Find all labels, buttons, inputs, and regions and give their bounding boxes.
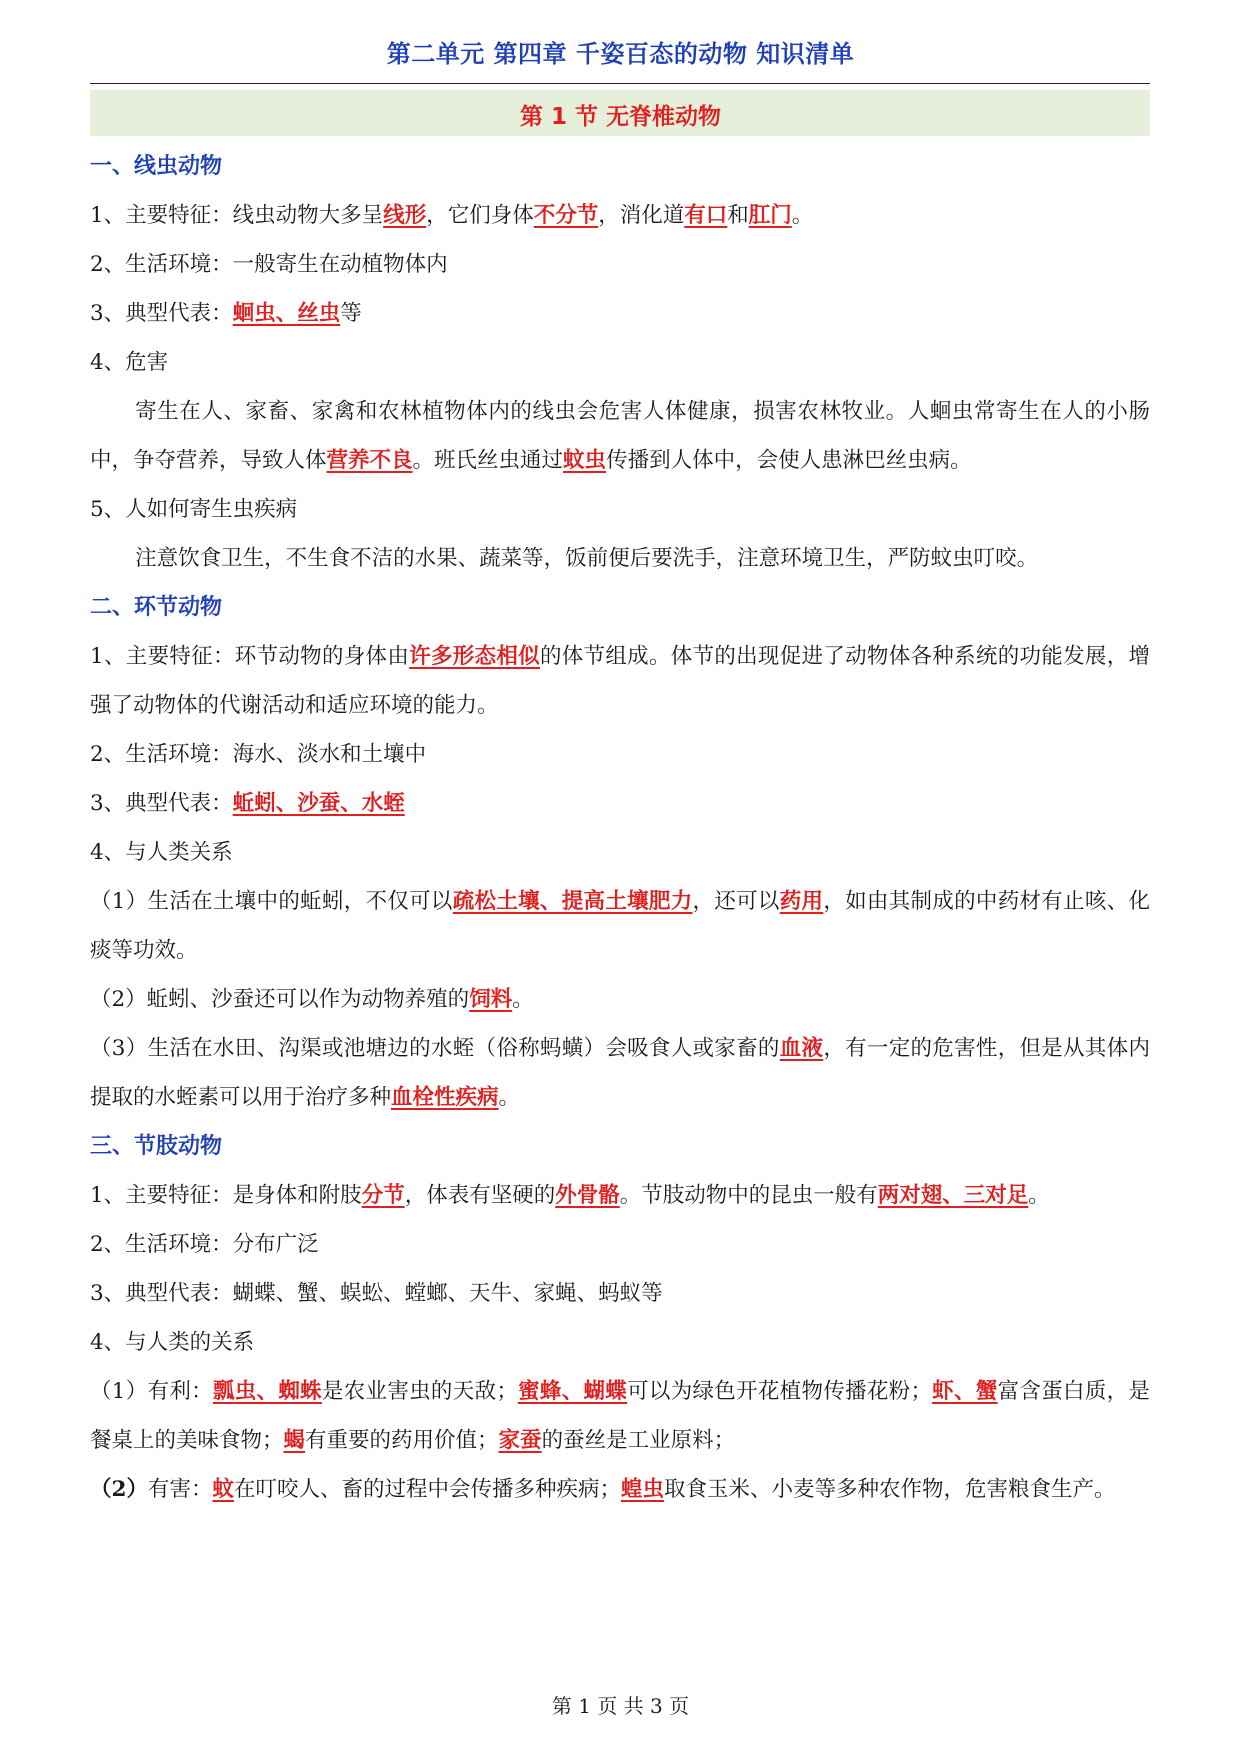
nematodes-prevent-label: 5、人如何寄生虫疾病	[90, 497, 298, 522]
keyword: 蚯蚓、沙蚕、水蛭	[232, 791, 405, 816]
text-run: 富含蛋白质，是餐桌上的美味食物；	[90, 1379, 1150, 1453]
text-run: ，消化道	[598, 203, 685, 228]
page-number: 第 1 页 共 3 页	[551, 1694, 690, 1718]
text-run: 有害：	[147, 1477, 213, 1502]
text-run: （1）生活在土壤中的蚯蚓，不仅可以	[90, 889, 453, 914]
text-run: 。班氏丝虫通过	[412, 448, 564, 473]
heading-nematodes: 一、线虫动物	[90, 154, 223, 179]
nematodes-harm-label: 4、危害	[90, 350, 169, 375]
keyword: 许多形态相似	[409, 644, 540, 669]
keyword: 肛门	[748, 203, 792, 228]
keyword: 疏松土壤、提高土壤肥力	[452, 889, 693, 914]
keyword: 蝗虫	[621, 1477, 665, 1502]
annelids-relation-label: 4、与人类关系	[90, 840, 233, 865]
text-run: 。节肢动物中的昆虫一般有	[619, 1183, 878, 1208]
text-run: ，还可以	[692, 889, 780, 914]
keyword: 血液	[779, 1036, 824, 1061]
text-run: （3）生活在水田、沟渠或池塘边的水蛭（俗称蚂蟥）会吸食人或家畜的	[90, 1036, 780, 1061]
text-run: 有重要的药用价值；	[305, 1428, 499, 1453]
keyword: 虾、蟹	[931, 1379, 998, 1404]
text-run: ，体表有坚硬的	[404, 1183, 556, 1208]
keyword: 蝎	[283, 1428, 306, 1453]
text-run: ，有一定的危害性，但是从其体内提取的水蛭素可以用于治疗多种	[90, 1036, 1150, 1110]
heading-arthropods: 三、节肢动物	[90, 1134, 223, 1159]
keyword: 线形	[383, 203, 427, 228]
text-run: （2）	[90, 1477, 148, 1502]
text-run: 1、主要特征：是身体和附肢	[90, 1183, 362, 1208]
keyword: 药用	[779, 889, 824, 914]
text-run: 等	[340, 301, 362, 326]
keyword: 蚊虫	[563, 448, 607, 473]
keyword: 蛔虫、丝虫	[232, 301, 341, 326]
text-run: 。	[498, 1085, 521, 1110]
keyword: 两对翅、三对足	[877, 1183, 1029, 1208]
text-run: 1、主要特征：环节动物的身体由	[90, 644, 410, 669]
keyword: 蚊	[212, 1477, 234, 1502]
text-run: 。	[1028, 1183, 1050, 1208]
heading-annelids: 二、环节动物	[90, 595, 223, 620]
text-run: 。	[791, 203, 814, 228]
annelids-relation-3	[90, 1024, 1150, 1122]
text-run: ，如由其制成的中药材有止咳、化痰等功效。	[90, 889, 1150, 963]
content-body	[90, 142, 1150, 1514]
annelids-feature	[90, 632, 1150, 730]
keyword: 家蚕	[498, 1428, 542, 1453]
keyword: 有口	[684, 203, 728, 228]
text-run: 传播到人体中，会使人患淋巴丝虫病。	[606, 448, 972, 473]
text-run: 在叮咬人、畜的过程中会传播多种疾病；	[234, 1477, 622, 1502]
nematodes-prevent-text: 注意饮食卫生，不生食不洁的水果、蔬菜等，饭前便后要洗手，注意环境卫生，严防蚊虫叮咬。	[135, 546, 1039, 571]
annelids-habitat: 2、生活环境：海水、淡水和土壤中	[90, 742, 427, 767]
text-run: 是农业害虫的天敌；	[321, 1379, 518, 1404]
text-run: 3、典型代表：	[90, 791, 233, 816]
text-run: 的体节组成。体节的出现促进了动物体各种系统的功能发展，增强了动物体的代谢活动和适应环境的能力。	[90, 644, 1150, 718]
keyword: 蜜蜂、蝴蝶	[517, 1379, 628, 1404]
keyword: 营养不良	[326, 448, 413, 473]
text-run: （2）蚯蚓、沙蚕还可以作为动物养殖的	[90, 987, 470, 1012]
document-title: 第二单元 第四章 千姿百态的动物 知识清单	[386, 40, 855, 68]
text-run: 1、主要特征：线虫动物大多呈	[90, 203, 384, 228]
text-run: 的蚕丝是工业原料；	[541, 1428, 736, 1453]
text-run: 寄生在人、家畜、家禽和农林植物体内的线虫会危害人体健康，损害农林牧业。人蛔虫常寄生在人的小肠中，争夺营养，导致人体	[90, 399, 1150, 473]
nematodes-habitat: 2、生活环境：一般寄生在动植物体内	[90, 252, 448, 277]
header-divider	[90, 83, 1150, 84]
text-run: 。	[512, 987, 534, 1012]
text-run: 和	[727, 203, 749, 228]
annelids-examples	[90, 779, 1150, 828]
text-run: 可以为绿色开花植物传播花粉；	[627, 1379, 932, 1404]
arthropods-examples: 3、典型代表：蝴蝶、蟹、蜈蚣、螳螂、天牛、家蝇、蚂蚁等	[90, 1281, 663, 1306]
arthropods-habitat: 2、生活环境：分布广泛	[90, 1232, 319, 1257]
arthropods-relation-label: 4、与人类的关系	[90, 1330, 255, 1355]
keyword: 瓢虫、蜘蛛	[212, 1379, 322, 1404]
keyword: 不分节	[533, 203, 599, 228]
keyword: 饲料	[469, 987, 513, 1012]
arthropods-harm	[90, 1465, 1150, 1514]
nematodes-examples	[90, 289, 1150, 338]
text-run: 3、典型代表：	[90, 301, 233, 326]
arthropods-benefit	[90, 1367, 1150, 1465]
annelids-relation-2	[90, 975, 1150, 1024]
arthropods-feature	[90, 1171, 1150, 1220]
annelids-relation-1	[90, 877, 1150, 975]
keyword: 血栓性疾病	[391, 1085, 499, 1110]
keyword: 分节	[361, 1183, 405, 1208]
section-title: 第 1 节 无脊椎动物	[519, 104, 722, 130]
text-run: 取食玉米、小麦等多种农作物，危害粮食生产。	[664, 1477, 1116, 1502]
text-run: ，它们身体	[426, 203, 534, 228]
nematodes-feature	[90, 191, 1150, 240]
keyword: 外骨骼	[555, 1183, 620, 1208]
text-run: （1）有利：	[90, 1379, 213, 1404]
nematodes-harm-text	[90, 387, 1150, 485]
